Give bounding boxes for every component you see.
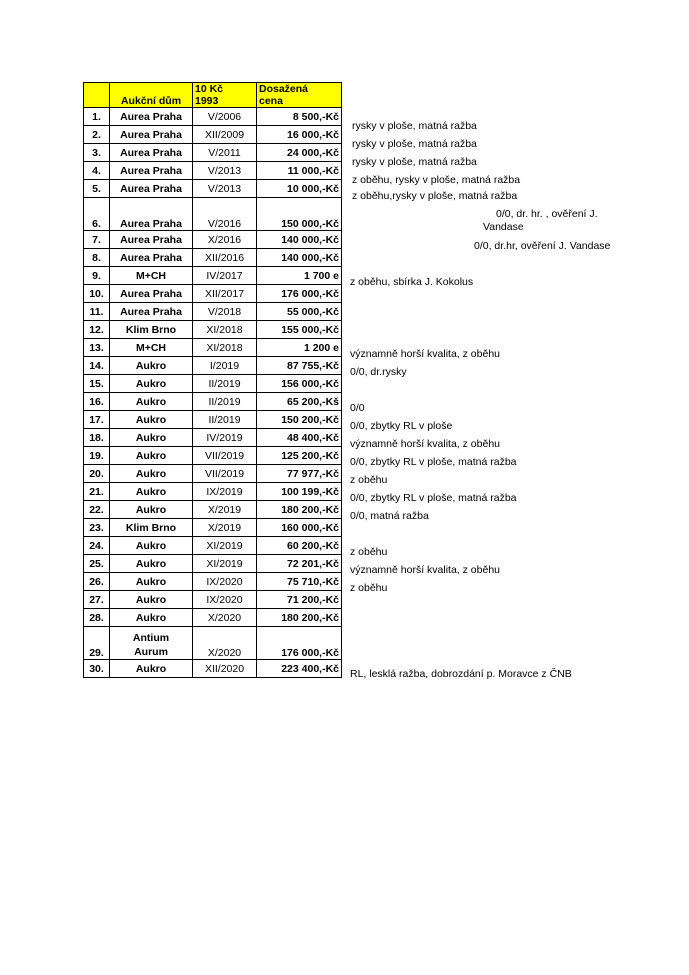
row-price: 150 200,-Kč <box>257 411 342 429</box>
row-auction-house: Aurea Praha <box>110 162 193 180</box>
row-date: X/2020 <box>193 609 257 627</box>
row-number: 6. <box>84 198 110 231</box>
row-number: 16. <box>84 393 110 411</box>
row-number: 13. <box>84 339 110 357</box>
row-number: 27. <box>84 591 110 609</box>
table-row <box>84 285 342 303</box>
note-row-2: rysky v ploše, matná ražba <box>352 138 477 150</box>
note-row-16: 0/0 <box>350 402 365 414</box>
note-row-26: z oběhu <box>350 582 388 594</box>
note-row-6-line2: Vandase <box>483 221 524 233</box>
row-date: V/2006 <box>193 108 257 126</box>
note-row-5: z oběhu,rysky v ploše, matná ražba <box>352 190 518 202</box>
table-row <box>84 447 342 465</box>
row-number: 5. <box>84 180 110 198</box>
table-row <box>84 267 342 285</box>
note-row-24: z oběhu <box>350 546 388 558</box>
table-row <box>84 126 342 144</box>
row-auction-house: M+CH <box>110 267 193 285</box>
row-price: 155 000,-Kč <box>257 321 342 339</box>
row-auction-house: Aukro <box>110 393 193 411</box>
row-price: 180 200,-Kč <box>257 609 342 627</box>
note-row-13: významně horší kvalita, z oběhu <box>350 348 500 360</box>
row-date: X/2019 <box>193 501 257 519</box>
row-date: II/2019 <box>193 411 257 429</box>
table-row <box>84 591 342 609</box>
table-row <box>84 198 342 231</box>
note-row-3: rysky v ploše, matná ražba <box>352 156 477 168</box>
row-auction-house: Aukro <box>110 660 193 678</box>
table-header-row <box>84 83 342 108</box>
row-date: V/2013 <box>193 180 257 198</box>
row-date: XII/2016 <box>193 249 257 267</box>
row-price: 160 000,-Kč <box>257 519 342 537</box>
row-price: 24 000,-Kč <box>257 144 342 162</box>
row-date: VII/2019 <box>193 447 257 465</box>
row-number: 18. <box>84 429 110 447</box>
row-date: V/2011 <box>193 144 257 162</box>
table-row <box>84 465 342 483</box>
row-price: 77 977,-Kč <box>257 465 342 483</box>
row-price: 72 201,-Kč <box>257 555 342 573</box>
table-row <box>84 660 342 678</box>
table-row <box>84 411 342 429</box>
table-row <box>84 180 342 198</box>
row-auction-house: Aurea Praha <box>110 285 193 303</box>
row-price: 48 400,-Kč <box>257 429 342 447</box>
row-number: 11. <box>84 303 110 321</box>
row-number: 29. <box>84 627 110 660</box>
row-number: 3. <box>84 144 110 162</box>
row-date: XI/2018 <box>193 321 257 339</box>
table-row <box>84 144 342 162</box>
note-row-21: 0/0, zbytky RL v ploše, matná ražba <box>350 492 517 504</box>
row-number: 20. <box>84 465 110 483</box>
row-date: XI/2018 <box>193 339 257 357</box>
row-number: 25. <box>84 555 110 573</box>
row-price: 16 000,-Kč <box>257 126 342 144</box>
row-price: 140 000,-Kč <box>257 231 342 249</box>
row-price: 180 200,-Kč <box>257 501 342 519</box>
row-price: 75 710,-Kč <box>257 573 342 591</box>
row-price: 140 000,-Kč <box>257 249 342 267</box>
row-auction-house: Aurea Praha <box>110 198 193 231</box>
row-number: 30. <box>84 660 110 678</box>
row-price: 150 000,-Kč <box>257 198 342 231</box>
row-price: 8 500,-Kč <box>257 108 342 126</box>
row-date: X/2020 <box>193 627 257 660</box>
row-auction-house: Aukro <box>110 411 193 429</box>
header-coin-date <box>193 83 257 108</box>
header-achieved-price <box>257 83 342 108</box>
row-number: 22. <box>84 501 110 519</box>
table-row <box>84 573 342 591</box>
note-row-22: 0/0, matná ražba <box>350 510 429 522</box>
row-auction-house: Aurea Praha <box>110 303 193 321</box>
note-row-7: 0/0, dr.hr, ověření J. Vandase <box>474 240 611 252</box>
row-number: 28. <box>84 609 110 627</box>
row-date: X/2016 <box>193 231 257 249</box>
row-date: IX/2020 <box>193 573 257 591</box>
row-number: 26. <box>84 573 110 591</box>
row-date: II/2019 <box>193 393 257 411</box>
row-number: 23. <box>84 519 110 537</box>
table-row <box>84 429 342 447</box>
row-number: 2. <box>84 126 110 144</box>
row-date: XII/2020 <box>193 660 257 678</box>
row-auction-house: Aukro <box>110 429 193 447</box>
header-number-cell <box>84 83 110 108</box>
table-row <box>84 249 342 267</box>
row-auction-house: Klim Brno <box>110 519 193 537</box>
note-row-18: významně horší kvalita, z oběhu <box>350 438 500 450</box>
row-auction-house: Aukro <box>110 357 193 375</box>
row-number: 19. <box>84 447 110 465</box>
row-price: 65 200,-Kš <box>257 393 342 411</box>
row-number: 10. <box>84 285 110 303</box>
row-price: 55 000,-Kč <box>257 303 342 321</box>
header-coin-line2: 1993 <box>195 95 219 107</box>
row-price: 223 400,-Kč <box>257 660 342 678</box>
table-row <box>84 321 342 339</box>
table-row <box>84 483 342 501</box>
row-number: 4. <box>84 162 110 180</box>
note-row-19: 0/0, zbytky RL v ploše, matná ražba <box>350 456 517 468</box>
row-auction-house: Aukro <box>110 375 193 393</box>
note-row-9: z oběhu, sbírka J. Kokolus <box>350 276 474 288</box>
note-row-30: RL, lesklá ražba, dobrozdání p. Moravce z ČNB <box>350 668 572 680</box>
row-auction-house: Aukro <box>110 573 193 591</box>
row-auction-house: M+CH <box>110 339 193 357</box>
note-row-6-line1: 0/0, dr. hr. , ověření J. <box>496 208 598 220</box>
row-number: 7. <box>84 231 110 249</box>
house-line2: Aurum <box>134 646 168 658</box>
row-date: IX/2019 <box>193 483 257 501</box>
row-number: 24. <box>84 537 110 555</box>
row-auction-house: Aurea Praha <box>110 144 193 162</box>
note-row-1: rysky v ploše, matná ražba <box>352 120 477 132</box>
row-number: 21. <box>84 483 110 501</box>
table-row <box>84 627 342 660</box>
row-price: 125 200,-Kč <box>257 447 342 465</box>
row-price: 176 000,-Kč <box>257 285 342 303</box>
row-auction-house: Aurea Praha <box>110 180 193 198</box>
table-row <box>84 501 342 519</box>
row-date: IX/2020 <box>193 591 257 609</box>
row-date: V/2016 <box>193 198 257 231</box>
note-row-14: 0/0, dr.rysky <box>350 366 407 378</box>
row-auction-house: Aukro <box>110 501 193 519</box>
row-auction-house: Aurea Praha <box>110 249 193 267</box>
row-price: 176 000,-Kč <box>257 627 342 660</box>
row-date: XI/2019 <box>193 555 257 573</box>
note-row-4: z oběhu, rysky v ploše, matná ražba <box>352 174 521 186</box>
row-price: 1 700 e <box>257 267 342 285</box>
row-date: I/2019 <box>193 357 257 375</box>
row-auction-house: Aukro <box>110 609 193 627</box>
row-auction-house: Aukro <box>110 447 193 465</box>
row-price: 1 200 e <box>257 339 342 357</box>
row-auction-house: Aukro <box>110 465 193 483</box>
auction-results-table <box>83 82 342 678</box>
row-auction-house: Aurea Praha <box>110 108 193 126</box>
row-number: 1. <box>84 108 110 126</box>
row-auction-house: Aukro <box>110 483 193 501</box>
row-auction-house: Aukro <box>110 591 193 609</box>
table-row <box>84 231 342 249</box>
row-date: X/2019 <box>193 519 257 537</box>
row-date: II/2019 <box>193 375 257 393</box>
table-row <box>84 609 342 627</box>
row-date: XI/2019 <box>193 537 257 555</box>
table-row <box>84 339 342 357</box>
row-auction-house: Aurea Praha <box>110 126 193 144</box>
table-row <box>84 537 342 555</box>
row-date: XII/2009 <box>193 126 257 144</box>
row-price: 11 000,-Kč <box>257 162 342 180</box>
table-row <box>84 375 342 393</box>
row-date: XII/2017 <box>193 285 257 303</box>
row-date: IV/2017 <box>193 267 257 285</box>
row-number: 8. <box>84 249 110 267</box>
row-number: 17. <box>84 411 110 429</box>
row-number: 9. <box>84 267 110 285</box>
row-price: 156 000,-Kč <box>257 375 342 393</box>
header-price-line2: cena <box>259 95 283 107</box>
row-date: V/2018 <box>193 303 257 321</box>
table-row <box>84 555 342 573</box>
row-price: 100 199,-Kč <box>257 483 342 501</box>
row-date: V/2013 <box>193 162 257 180</box>
table-row <box>84 519 342 537</box>
row-price: 87 755,-Kč <box>257 357 342 375</box>
table-row <box>84 393 342 411</box>
row-auction-house <box>110 627 193 660</box>
table-row <box>84 108 342 126</box>
table-row <box>84 357 342 375</box>
house-line1: Antium <box>132 632 170 644</box>
table-row <box>84 303 342 321</box>
header-auction-house: Aukční dům <box>110 83 193 108</box>
row-price: 71 200,-Kč <box>257 591 342 609</box>
row-auction-house: Aukro <box>110 537 193 555</box>
row-price: 60 200,-Kč <box>257 537 342 555</box>
note-row-25: významně horší kvalita, z oběhu <box>350 564 500 576</box>
row-number: 14. <box>84 357 110 375</box>
row-date: IV/2019 <box>193 429 257 447</box>
row-auction-house: Aukro <box>110 555 193 573</box>
row-auction-house: Klim Brno <box>110 321 193 339</box>
note-row-17: 0/0, zbytky RL v ploše <box>350 420 453 432</box>
note-row-20: z oběhu <box>350 474 388 486</box>
row-date: VII/2019 <box>193 465 257 483</box>
row-number: 15. <box>84 375 110 393</box>
table-row <box>84 162 342 180</box>
header-price-line1: Dosažená <box>259 83 309 95</box>
row-number: 12. <box>84 321 110 339</box>
row-auction-house: Aurea Praha <box>110 231 193 249</box>
header-coin-line1: 10 Kč <box>195 83 224 95</box>
row-price: 10 000,-Kč <box>257 180 342 198</box>
